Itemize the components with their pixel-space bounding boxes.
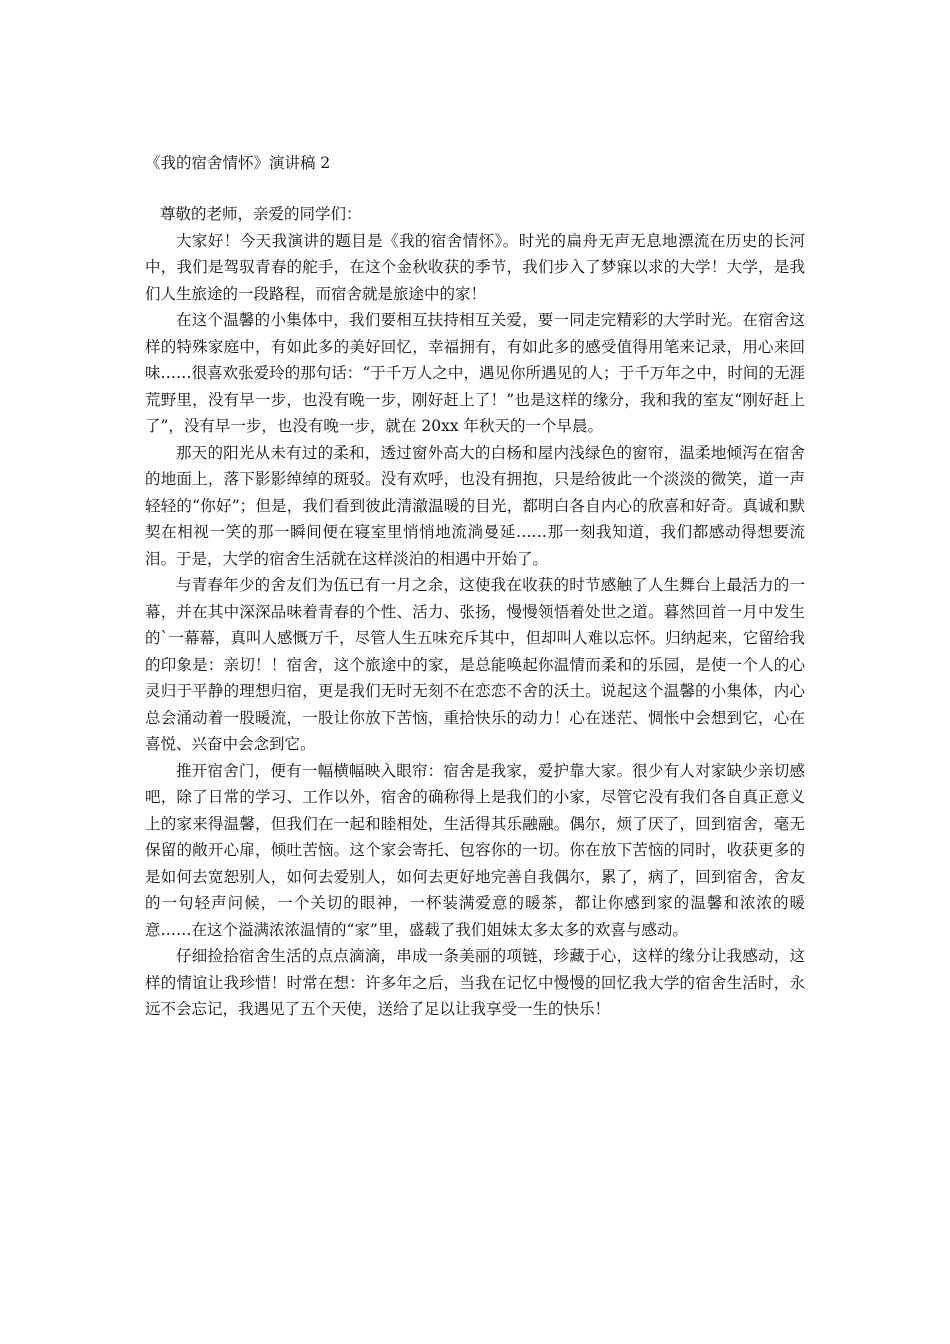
paragraph-first-meeting: 那天的阳光从未有过的柔和，透过窗外高大的白杨和屋内浅绿色的窗帘，温柔地倾泻在宿舍的地面上，落下影影绰绰的斑驳。没有欢呼，也没有拥抱，只是给彼此一个淡淡的微笑，道一声轻轻的“你好”；但是，我们看到彼此清澈温暖的目光，都明白各自内心的欣喜和好奇。真诚和默契在相视一笑的那一瞬间便在寝室里悄悄地流淌曼延……那一刻我知道，我们都感动得想要流泪。于是，大学的宿舍生活就在这样淡泊的相遇中开始了。 [145, 443, 805, 568]
paragraph-small-collective: 在这个温馨的小集体中，我们要相互扶持相互关爱，要一同走完精彩的大学时光。在宿舍这样的特殊家庭中，有如此多的美好回忆，幸福拥有，有如此多的感受值得用笔来记录，用心来回味……很喜欢张爱玲的那句话：“于千万人之中，遇见你所遇见的人；于千万年之中，时间的无涯荒野里，没有早一步，也没有晚一步，刚好赶上了！”也是这样的缘分，我和我的室友“刚好赶上了”，没有早一步，也没有晚一步，就在 20xx 年秋天的一个早晨。 [145, 311, 805, 435]
paragraph-closing: 仔细捡拾宿舍生活的点点滴滴，串成一条美丽的项链，珍藏于心，这样的缘分让我感动，这样的情谊让我珍惜！时常在想：许多年之后，当我在记忆中慢慢的回忆我大学的宿舍生活时，永远不会忘记，我遇见了五个天使，送给了足以让我享受一生的快乐！ [145, 947, 805, 1018]
paragraph-one-month: 与青春年少的舍友们为伍已有一月之余，这使我在收获的时节感触了人生舞台上最活力的一幕，并在其中深深品味着青春的个性、活力、张扬，慢慢领悟着处世之道。暮然回首一月中发生的`一幕幕，真叫人感慨万千，尽管人生五味充斥其中，但却叫人难以忘怀。归纳起来，它留给我的印象是：亲切！！宿舍，这个旅途中的家，是总能唤起你温情而柔和的乐园，是使一个人的心灵归于平静的理想归宿，更是我们无时无刻不在恋恋不舍的沃土。说起这个温馨的小集体，内心总会涌动着一股暖流，一股让你放下苦恼，重拾快乐的动力！心在迷茫、惆怅中会想到它，心在喜悦、兴奋中会念到它。 [145, 576, 805, 753]
salutation: 尊敬的老师，亲爱的同学们： [160, 205, 362, 223]
document-body [145, 201, 805, 1023]
document-title: 《我的宿舍情怀》演讲稿 2 [145, 154, 331, 172]
paragraph-dorm-home: 推开宿舍门，便有一幅横幅映入眼帘：宿舍是我家，爱护靠大家。很少有人对家缺少亲切感吧，除了日常的学习、工作以外，宿舍的确称得上是我们的小家，尽管它没有我们各自真正意义上的家来得温馨，但我们在一起和睦相处，生活得其乐融融。偶尔，烦了厌了，回到宿舍，毫无保留的敞开心扉，倾吐苦恼。这个家会寄托、包容你的一切。你在放下苦恼的同时，收获更多的是如何去宽恕别人，如何去爱别人，如何去更好地完善自我偶尔，累了，病了，回到宿舍，舍友的一句轻声问候，一个关切的眼神，一杯装满爱意的暖茶，都让你感到家的温馨和浓浓的暖意……在这个溢满浓浓温情的“家”里，盛载了我们姐妹太多太多的欢喜与感动。 [145, 761, 805, 939]
paragraph-opening: 大家好！今天我演讲的题目是《我的宿舍情怀》。时光的扁舟无声无息地漂流在历史的长河中，我们是驾驭青春的舵手，在这个金秋收获的季节，我们步入了梦寐以求的大学！大学，是我们人生旅途的一段路程，而宿舍就是旅途中的家！ [145, 231, 805, 303]
